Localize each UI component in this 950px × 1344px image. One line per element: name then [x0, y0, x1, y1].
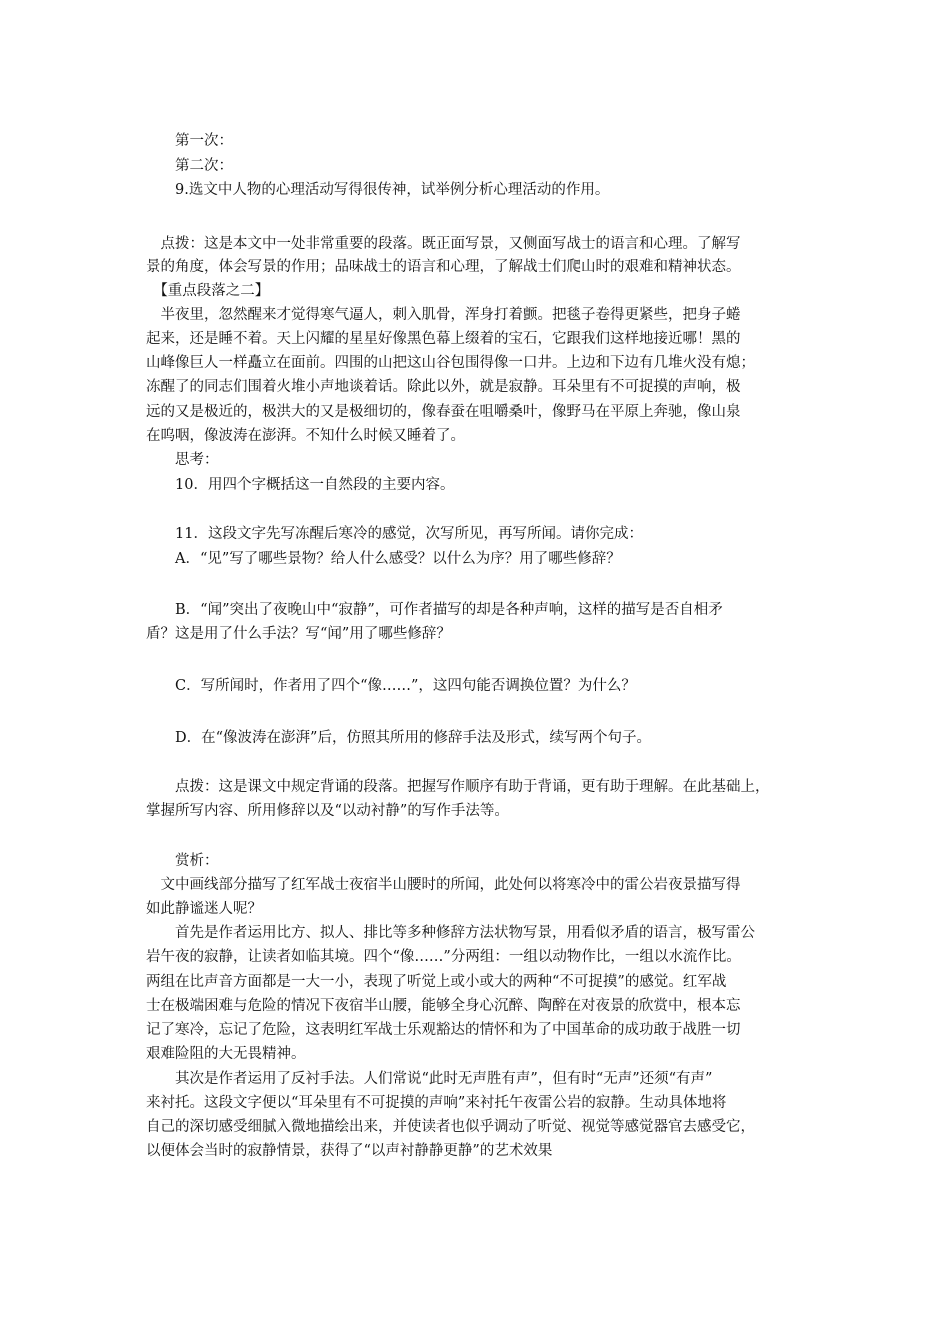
text-line: 自己的深切感受细腻入微地描绘出来，并使读者也似乎调动了听觉、视觉等感觉器官去感受它， — [146, 1119, 755, 1135]
text-line: 第一次： — [146, 133, 233, 149]
text-line: 来衬托。这段文字便以“耳朵里有不可捉摸的声响”来衬托午夜雷公岩的寂静。生动具体地将 — [146, 1095, 727, 1111]
text-line: 点拨：这是本文中一处非常重要的段落。既正面写景，又侧面写战士的语言和心理。了解写 — [146, 236, 741, 252]
text-line: 其次是作者运用了反衬手法。人们常说“此时无声胜有声”，但有时“无声”还须“有声” — [146, 1071, 713, 1087]
text-line: 赏析： — [146, 853, 219, 869]
text-line: 9.选文中人物的心理活动写得很传神，试举例分析心理活动的作用。 — [146, 182, 610, 198]
text-line: C．写所闻时，作者用了四个“像……”，这四句能否调换位置？为什么？ — [146, 678, 636, 694]
text-line: 起来，还是睡不着。天上闪耀的星星好像黑色幕上缀着的宝石，它跟我们这样地接近哪！黑的 — [146, 331, 741, 347]
text-line: 盾？这是用了什么手法？写“闻”用了哪些修辞？ — [146, 626, 451, 642]
text-line: 岩午夜的寂静，让读者如临其境。四个“像……”分两组：一组以动物作比，一组以水流作比。 — [146, 949, 741, 965]
text-line: 山峰像巨人一样矗立在面前。四围的山把这山谷包围得像一口井。上边和下边有几堆火没有熄； — [146, 355, 755, 371]
text-line: 首先是作者运用比方、拟人、排比等多种修辞方法状物写景，用看似矛盾的语言，极写雷公 — [146, 925, 755, 941]
text-line: B．“闻”突出了夜晚山中“寂静”，可作者描写的却是各种声响，这样的描写是否自相矛 — [146, 602, 723, 618]
text-line: 如此静谧迷人呢？ — [146, 901, 262, 917]
text-line: 11．这段文字先写冻醒后寒冷的感觉，次写所见，再写所闻。请你完成： — [146, 526, 643, 542]
text-line: 【重点段落之二】 — [146, 283, 270, 299]
text-line: 文中画线部分描写了红军战士夜宿半山腰时的所闻，此处何以将寒冷中的雷公岩夜景描写得 — [146, 877, 741, 893]
text-line: 10．用四个字概括这一自然段的主要内容。 — [146, 477, 455, 493]
text-line: 士在极端困难与危险的情况下夜宿半山腰，能够全身心沉醉、陶醉在对夜景的欣赏中，根本忘 — [146, 998, 741, 1014]
text-line: 艰难险阻的大无畏精神。 — [146, 1046, 306, 1062]
text-line: 景的角度，体会写景的作用；品味战士的语言和心理，了解战士们爬山时的艰难和精神状态。 — [146, 259, 741, 275]
text-line: 点拨：这是课文中规定背诵的段落。把握写作顺序有助于背诵，更有助于理解。在此基础上， — [146, 779, 770, 795]
text-line: 思考： — [146, 452, 219, 468]
text-line: 掌握所写内容、所用修辞以及“以动衬静”的写作手法等。 — [146, 803, 509, 819]
text-line: 在呜咽，像波涛在澎湃。不知什么时候又睡着了。 — [146, 428, 465, 444]
text-line: 半夜里，忽然醒来才觉得寒气逼人，刺入肌骨，浑身打着颤。把毯子卷得更紧些，把身子蜷 — [146, 307, 741, 323]
text-line: 远的又是极近的，极洪大的又是极细切的，像春蚕在咀嚼桑叶，像野马在平原上奔驰，像山泉 — [146, 404, 741, 420]
text-line: D．在“像波涛在澎湃”后，仿照其所用的修辞手法及形式，续写两个句子。 — [146, 730, 651, 746]
text-line: A．“见”写了哪些景物？给人什么感受？以什么为序？用了哪些修辞？ — [146, 551, 621, 567]
text-line: 第二次： — [146, 158, 233, 174]
text-line: 记了寒冷，忘记了危险，这表明红军战士乐观豁达的情怀和为了中国革命的成功敢于战胜一切 — [146, 1022, 741, 1038]
text-line: 以便体会当时的寂静情景，获得了“以声衬静静更静”的艺术效果 — [146, 1143, 553, 1159]
text-line: 冻醒了的同志们围着火堆小声地谈着话。除此以外，就是寂静。耳朵里有不可捉摸的声响，极 — [146, 379, 741, 395]
text-line: 两组在比声音方面都是一大一小，表现了听觉上或小或大的两种“不可捉摸”的感觉。红军战 — [146, 974, 727, 990]
